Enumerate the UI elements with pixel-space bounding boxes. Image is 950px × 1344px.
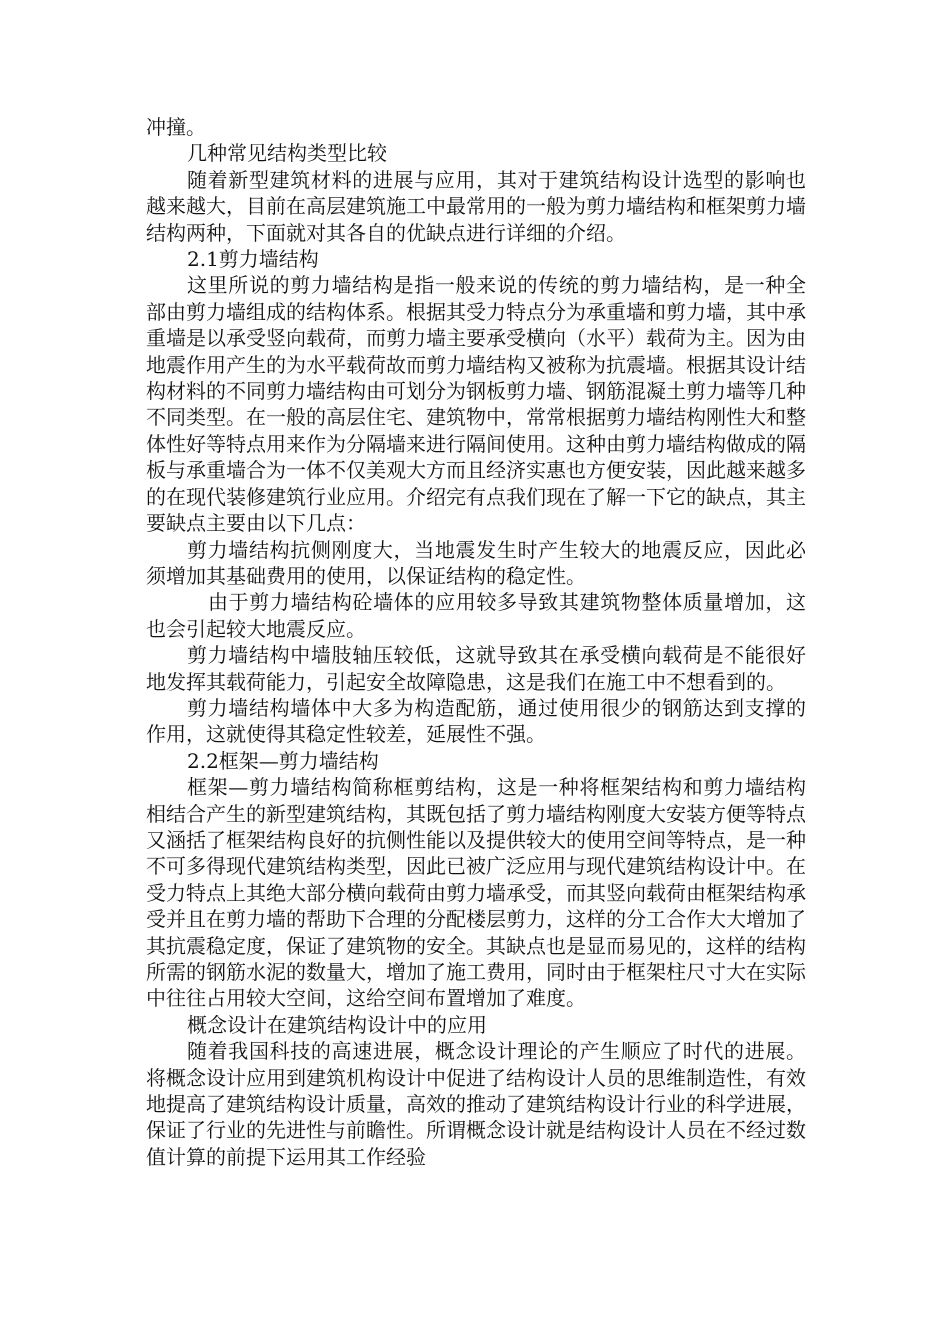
subsection-heading-frame-shear-wall: 2.2框架—剪力墙结构 xyxy=(187,748,379,773)
subsection-heading-shear-wall: 2.1剪力墙结构 xyxy=(187,247,319,272)
section-heading-concept-design: 概念设计在建筑结构设计中的应用 xyxy=(187,1012,487,1037)
paragraph-continuation: 冲撞。 xyxy=(146,115,206,139)
paragraph-frame-shear-wall-description: 框架—剪力墙结构简称框剪结构，这是一种将框架结构和剪力墙结构相结合产生的新型建筑结构，其既包括了剪力墙结构刚度大安装方便等特点又涵括了框架结构良好的抗侧性能以及提供较大的使用空间等特点，是一种不可多得现代建筑结构类型，因此已被广泛应用与现代建筑结构设计中。在受力特点上其绝大部分横向载荷由剪力墙承受，而其竖向载荷由框架结构承受并且在剪力墙的帮助下合理的分配楼层剪力，这样的分工合作大大增加了其抗震稳定度，保证了建筑物的安全。其缺点也是显而易见的，这样的结构所需的钢筋水泥的数量大，增加了施工费用，同时由于框架柱尺寸大在实际中往往占用较大空间，这给空间布置增加了难度。 xyxy=(146,775,806,1011)
paragraph-shear-wall-drawback-4: 剪力墙结构墙体中大多为构造配筋，通过使用很少的钢筋达到支撑的作用，这就使得其稳定性较差，延展性不强。 xyxy=(146,695,806,747)
document-page xyxy=(146,114,806,1170)
paragraph-shear-wall-drawback-3: 剪力墙结构中墙肢轴压较低，这就导致其在承受横向载荷是不能很好地发挥其载荷能力，引起安全故障隐患，这是我们在施工中不想看到的。 xyxy=(146,643,806,694)
paragraph-shear-wall-drawback-2: 由于剪力墙结构砼墙体的应用较多导致其建筑物整体质量增加，这也会引起较大地震反应。 xyxy=(146,590,806,641)
paragraph-shear-wall-drawback-1: 剪力墙结构抗侧刚度大，当地震发生时产生较大的地震反应，因此必须增加其基础费用的使用，以保证结构的稳定性。 xyxy=(146,537,806,588)
paragraph-concept-design: 随着我国科技的高速进展，概念设计理论的产生顺应了时代的进展。将概念设计应用到建筑机构设计中促进了结构设计人员的思维制造性，有效地提高了建筑结构设计质量，高效的推动了建筑结构设计行业的科学进展，保证了行业的先进性与前瞻性。所谓概念设计就是结构设计人员在不经过数值计算的前提下运用其工作经验 xyxy=(146,1039,806,1169)
paragraph-shear-wall-description: 这里所说的剪力墙结构是指一般来说的传统的剪力墙结构，是一种全部由剪力墙组成的结构体系。根据其受力特点分为承重墙和剪力墙，其中承重墙是以承受竖向载荷，而剪力墙主要承受横向（水平）载荷为主。因为由地震作用产生的为水平载荷故而剪力墙结构又被称为抗震墙。根据其设计结构材料的不同剪力墙结构由可划分为钢板剪力墙、钢筋混凝土剪力墙等几种不同类型。在一般的高层住宅、建筑物中，常常根据剪力墙结构刚性大和整体性好等特点用来作为分隔墙来进行隔间使用。这种由剪力墙结构做成的隔板与承重墙合为一体不仅美观大方而且经济实惠也方便安装，因此越来越多的在现代装修建筑行业应用。介绍完有点我们现在了解一下它的缺点，其主要缺点主要由以下几点： xyxy=(146,273,806,536)
paragraph-intro: 随着新型建筑材料的进展与应用，其对于建筑结构设计选型的影响也越来越大，目前在高层建筑施工中最常用的一般为剪力墙结构和框架剪力墙结构两种，下面就对其各自的优缺点进行详细的介绍。 xyxy=(146,167,806,245)
section-heading-structure-comparison: 几种常见结构类型比较 xyxy=(187,141,387,166)
